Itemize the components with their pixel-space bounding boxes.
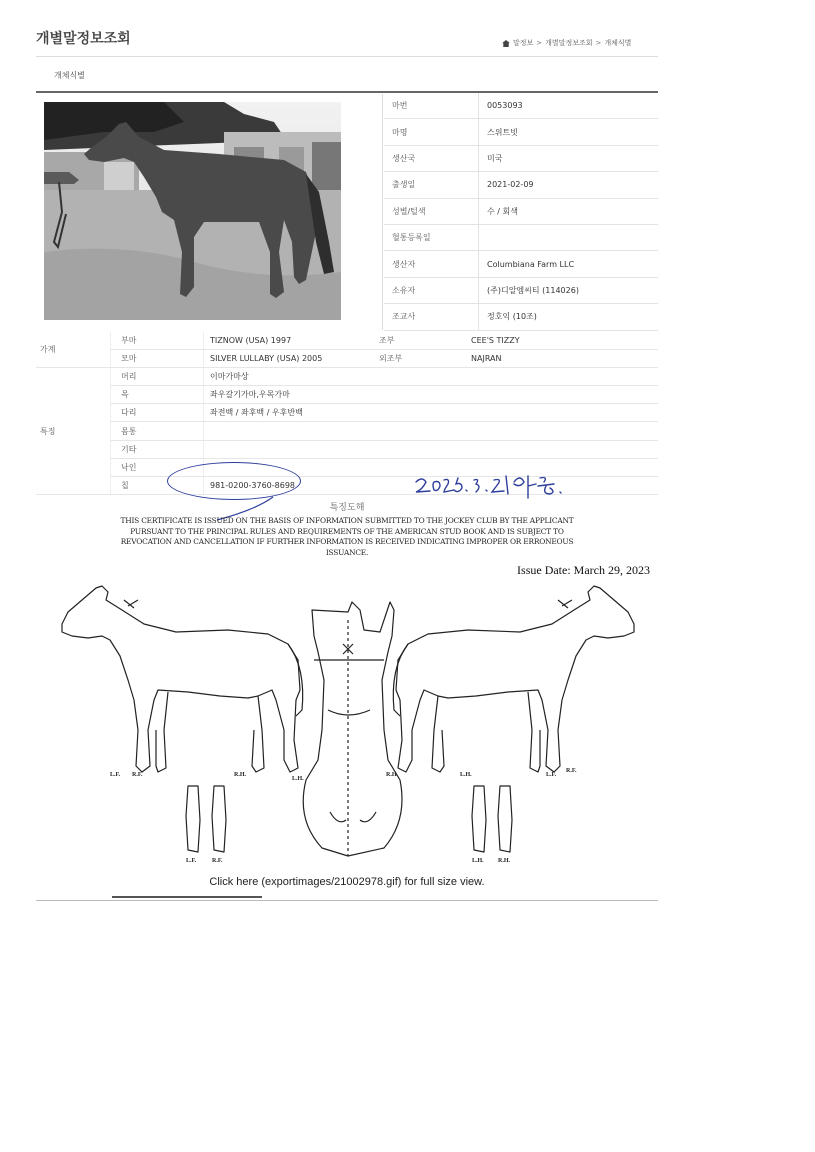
breadcrumb-item-individual-horse[interactable]: 개별말정보조회 <box>545 39 593 47</box>
divider <box>36 56 658 57</box>
row-label: 목 <box>111 386 204 404</box>
row-value: NAJRAN <box>467 350 658 368</box>
row-value: 좌전백 / 좌후백 / 우후반백 <box>204 404 659 422</box>
breadcrumb <box>502 38 631 48</box>
info-label: 생산국 <box>384 145 479 171</box>
row-label: 다리 <box>111 404 204 422</box>
table-row <box>36 422 658 440</box>
full-size-view-link[interactable]: Click here (exportimages/21002978.gif) for full size view. <box>209 876 485 888</box>
leg-label: L.F. <box>186 858 197 864</box>
info-value <box>479 224 659 250</box>
markings-diagram <box>48 580 648 880</box>
breadcrumb-item-horse-info[interactable]: 말정보 <box>513 39 534 47</box>
table-row <box>36 368 658 386</box>
table-row <box>384 277 658 303</box>
group-label-features: 특징 <box>36 368 111 495</box>
certificate-statement: THIS CERTIFICATE IS ISSUED ON THE BASIS OF INFORMATION SUBMITTED TO THE JOCKEY CLUB BY THE APPLICANT PURSUANT TO THE PRINCIPAL RULES AND REQUIREMENTS OF THE AMERICAN STUD BOOK AND IS SUBJECT TO REVOCATION AND CANCELLATION IF FURTHER INFORMATION IS RECEIVED INDICATING IMPROPER OR ERRONEOUS ISSUANCE. <box>120 516 574 557</box>
row-value: CEE'S TIZZY <box>467 332 658 350</box>
leg-label: L.F. <box>546 772 557 778</box>
group-label-pedigree: 가계 <box>36 332 111 368</box>
horizontal-scrollbar[interactable] <box>112 896 262 902</box>
table-row <box>384 93 658 119</box>
info-value: (주)디알엠씨티 (114026) <box>479 277 659 303</box>
table-row <box>36 440 658 458</box>
table-row <box>384 145 658 171</box>
row-label: 부마 <box>111 332 204 350</box>
info-label: 소유자 <box>384 277 479 303</box>
leg-label: R.H. <box>386 772 398 778</box>
info-value: 0053093 <box>479 93 659 119</box>
horse-info-table <box>384 93 658 331</box>
info-label: 성별/털색 <box>384 198 479 224</box>
info-value: 수 / 회색 <box>479 198 659 224</box>
tab-identification[interactable]: 개체식별 <box>54 71 85 80</box>
issue-date: Issue Date: March 29, 2023 <box>517 563 650 577</box>
info-label: 마번 <box>384 93 479 119</box>
leg-label: R.H. <box>498 858 510 864</box>
row-label: 조부 <box>375 332 467 350</box>
home-icon[interactable] <box>502 40 510 47</box>
info-value: 정호익 (10조) <box>479 304 659 330</box>
leg-label: L.F. <box>110 772 121 778</box>
row-label: 외조부 <box>375 350 467 368</box>
table-row <box>384 304 658 330</box>
row-label: 모마 <box>111 350 204 368</box>
table-row <box>384 251 658 277</box>
info-label: 혈통등록일 <box>384 224 479 250</box>
leg-label: R.F. <box>566 768 577 774</box>
table-row <box>384 119 658 145</box>
table-row <box>384 172 658 198</box>
info-label: 마명 <box>384 119 479 145</box>
row-value: SILVER LULLABY (USA) 2005 <box>204 350 376 368</box>
info-value: 미국 <box>479 145 659 171</box>
microchip-value: 981-0200-3760-8698 <box>204 476 659 494</box>
row-label: 몸통 <box>111 422 204 440</box>
row-label: 기타 <box>111 440 204 458</box>
row-value: TIZNOW (USA) 1997 <box>204 332 376 350</box>
info-label: 생산자 <box>384 251 479 277</box>
row-value <box>204 440 659 458</box>
row-label: 칩 <box>111 476 204 494</box>
leg-label: L.H. <box>292 776 304 782</box>
horse-photo <box>44 102 341 320</box>
handwritten-signature <box>410 470 590 502</box>
row-label: 머리 <box>111 368 204 386</box>
breadcrumb-item-identification: 개체식별 <box>604 39 632 47</box>
row-value: 좌우갈기가마,우목가마 <box>204 386 659 404</box>
info-value: 2021-02-09 <box>479 172 659 198</box>
leg-label: L.H. <box>460 772 472 778</box>
info-value: 스위트빗 <box>479 119 659 145</box>
row-value: 이마가마상 <box>204 368 659 386</box>
pen-circle-annotation <box>167 462 301 500</box>
leg-label: R.F. <box>212 858 223 864</box>
page-title: 개별말정보조회 <box>36 31 131 47</box>
row-label: 낙인 <box>111 458 204 476</box>
table-row <box>384 224 658 250</box>
info-value: Columbiana Farm LLC <box>479 251 659 277</box>
info-label: 조교사 <box>384 304 479 330</box>
table-row <box>384 198 658 224</box>
info-label: 출생일 <box>384 172 479 198</box>
table-row <box>36 350 658 368</box>
table-row <box>36 386 658 404</box>
table-row <box>36 404 658 422</box>
diagram-heading: 특징도해 <box>329 503 365 513</box>
leg-label: R.F. <box>132 772 143 778</box>
table-row <box>36 332 658 350</box>
leg-label: R.H. <box>234 772 246 778</box>
row-value <box>204 422 659 440</box>
breadcrumb-separator: > <box>536 39 543 47</box>
breadcrumb-separator: > <box>595 39 602 47</box>
leg-label: L.H. <box>472 858 484 864</box>
